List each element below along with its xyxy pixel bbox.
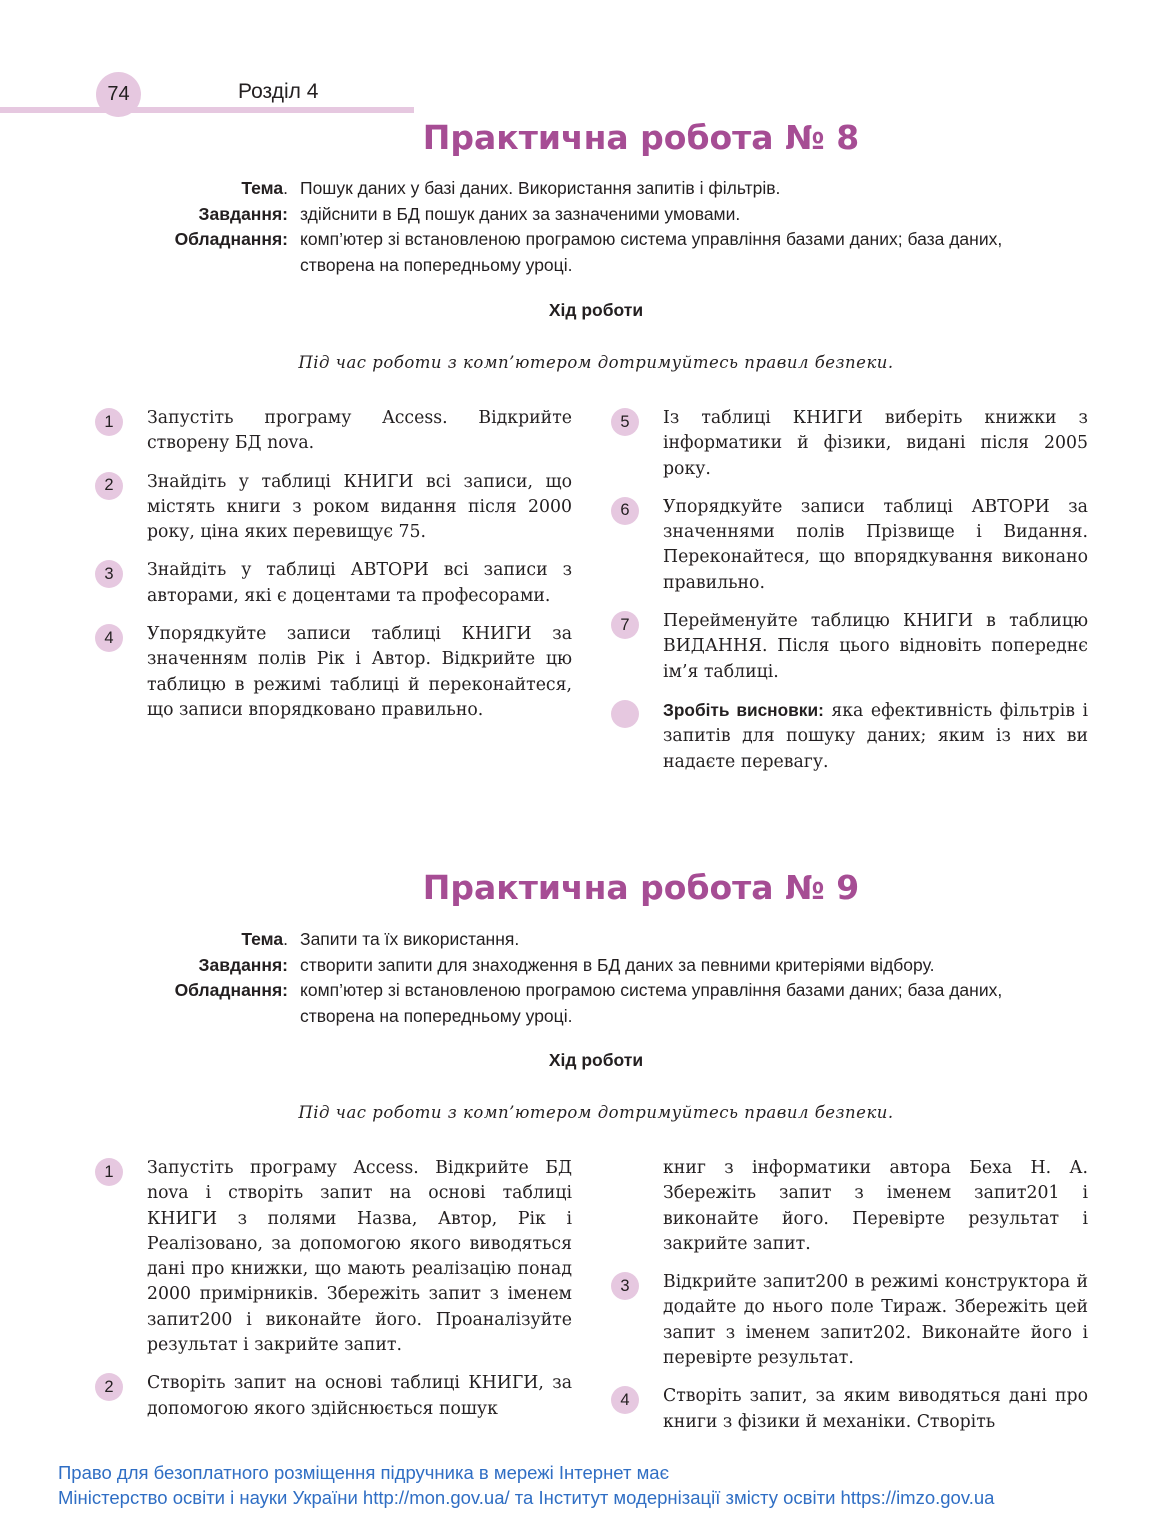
conclusion-text: яка ефективність фільтрів і запитів для пошуку даних; яким із них ви надаєте перевагу. bbox=[663, 700, 1088, 772]
meta-row-topic bbox=[100, 176, 1070, 202]
meta-row-topic bbox=[100, 927, 1070, 953]
item-text: Створіть запит, за яким виводяться дані про книги з фізики й механіки. Створіть bbox=[663, 1386, 1088, 1432]
footer-line: Міністерство освіти і науки України http://mon.gov.ua/ та Інститут модернізації змісту освіти https://imzo.gov.ua bbox=[58, 1487, 995, 1508]
list-item bbox=[104, 1156, 572, 1358]
meta-label: Завдання: bbox=[198, 954, 288, 975]
meta-label: Тема bbox=[241, 178, 284, 198]
meta-value: Запити та їх використання. bbox=[300, 929, 520, 949]
list-item bbox=[104, 406, 572, 457]
item-number: 5 bbox=[611, 408, 639, 436]
item-number: 2 bbox=[95, 472, 123, 500]
meta-row-task bbox=[100, 953, 1070, 979]
item-text: Відкрийте запит200 в режимі конструктора й додайте до нього поле Тираж. Збережіть цей запит з іменем запит202. Виконайте його і перевірте результат. bbox=[663, 1272, 1088, 1369]
meta-sep: . bbox=[283, 178, 288, 198]
item-text: книг з інформатики автора Беха Н. А. Збережіть запит з іменем запит201 і виконайте його. Перевірте результат і закрийте запит. bbox=[663, 1158, 1088, 1254]
continuation-item bbox=[663, 1156, 1088, 1257]
item-text: Створіть запит на основі таблиці КНИГИ, за допомогою якого здійснюється пошук bbox=[147, 1373, 572, 1419]
item-number: 6 bbox=[611, 497, 639, 525]
list-item bbox=[104, 470, 572, 546]
item-text: Знайдіть у таблиці АВТОРИ всі записи з авторами, які є доцентами та професорами. bbox=[147, 560, 572, 606]
meta-value: створити запити для знаходження в БД даних за певними критеріями відбору. bbox=[300, 954, 935, 975]
section-label: Розділ 4 bbox=[238, 80, 319, 103]
work-title: Практична робота № 9 bbox=[422, 868, 860, 907]
list-item bbox=[620, 1270, 1088, 1371]
safety-note: Під час роботи з комп’ютером дотримуйтесь правил безпеки. bbox=[298, 1103, 894, 1122]
item-text: Із таблиці КНИГИ виберіть книжки з інформатики й фізики, видані після 2005 року. bbox=[663, 408, 1088, 479]
work-title: Практична робота № 8 bbox=[422, 118, 860, 157]
footer-line: Право для безоплатного розміщення підручника в мережі Інтернет має bbox=[58, 1462, 670, 1483]
header-bar bbox=[0, 107, 414, 113]
left-column bbox=[104, 406, 572, 736]
item-text: Запустіть програму Access. Відкрийте БД nova і створіть запит на основі таблиці КНИГИ з полями Назва, Автор, Рік і Реалізовано, за допомогою якого виводяться дані про книжки, що мають реалізацію понад 2000 примірників. Збережіть запит з іменем запит200 і виконайте його. Проаналізуйте результат і закрийте запит. bbox=[147, 1158, 572, 1356]
item-number: 4 bbox=[611, 1386, 639, 1414]
item-number: 1 bbox=[95, 408, 123, 436]
right-column bbox=[620, 406, 1088, 788]
item-text: Упорядкуйте записи таблиці КНИГИ за значенням полів Рік і Автор. Відкрийте цю таблицю в режимі таблиці й переконайтеся, що записи впорядковано правильно. bbox=[147, 624, 572, 720]
list-item bbox=[620, 406, 1088, 482]
safety-note: Під час роботи з комп’ютером дотримуйтесь правил безпеки. bbox=[298, 353, 894, 372]
item-number: 1 bbox=[95, 1158, 123, 1186]
meta-label: Тема bbox=[241, 929, 284, 949]
list-item bbox=[104, 1371, 572, 1422]
meta-row-equipment bbox=[100, 978, 1070, 1029]
meta-row-task bbox=[100, 202, 1070, 228]
item-number: 3 bbox=[611, 1272, 639, 1300]
right-column bbox=[620, 1156, 1088, 1448]
work-meta bbox=[100, 927, 1070, 1029]
list-item bbox=[620, 609, 1088, 685]
license-footer bbox=[58, 1460, 994, 1510]
item-number: 2 bbox=[95, 1373, 123, 1401]
meta-label: Завдання: bbox=[198, 203, 288, 224]
list-item bbox=[104, 558, 572, 609]
item-number: 3 bbox=[95, 560, 123, 588]
meta-sep: . bbox=[283, 929, 288, 949]
item-text bbox=[663, 698, 1088, 775]
conclusion-marker bbox=[611, 700, 639, 728]
item-number: 7 bbox=[611, 611, 639, 639]
item-text: Знайдіть у таблиці КНИГИ всі записи, що містять книги з роком видання після 2000 року, ціна яких перевищує 75. bbox=[147, 471, 572, 543]
conclusion-item bbox=[663, 698, 1088, 775]
left-column bbox=[104, 1156, 572, 1435]
procedure-heading: Хід роботи bbox=[548, 300, 644, 320]
meta-value: комп’ютер зі встановленою програмою система управління базами даних; база даних, створена на попередньому уроці. bbox=[300, 229, 1003, 275]
meta-row-equipment bbox=[100, 227, 1070, 278]
meta-value: комп’ютер зі встановленою програмою система управління базами даних; база даних, створена на попередньому уроці. bbox=[300, 980, 1003, 1026]
meta-value: Пошук даних у базі даних. Використання запитів і фільтрів. bbox=[300, 178, 781, 198]
item-text: Упорядкуйте записи таблиці АВТОРИ за значеннями полів Прізвище і Видання. Переконайтеся, що впорядкування виконано правильно. bbox=[663, 496, 1088, 593]
procedure-heading: Хід роботи bbox=[548, 1050, 644, 1070]
meta-label: Обладнання: bbox=[174, 229, 288, 249]
page-number: 74 bbox=[96, 72, 141, 117]
list-item bbox=[620, 1384, 1088, 1435]
meta-value: здійснити в БД пошук даних за зазначеними умовами. bbox=[300, 203, 741, 224]
item-number: 4 bbox=[95, 624, 123, 652]
item-text: Перейменуйте таблицю КНИГИ в таблицю ВИДАННЯ. Після цього відновіть попереднє ім’я таблиці. bbox=[663, 611, 1088, 682]
list-item bbox=[620, 495, 1088, 596]
meta-label: Обладнання: bbox=[174, 980, 288, 1000]
conclusion-bold: Зробіть висновки: bbox=[663, 699, 824, 720]
item-text: Запустіть програму Access. Відкрийте створену БД nova. bbox=[147, 408, 572, 454]
work-meta bbox=[100, 176, 1070, 278]
list-item bbox=[104, 622, 572, 723]
